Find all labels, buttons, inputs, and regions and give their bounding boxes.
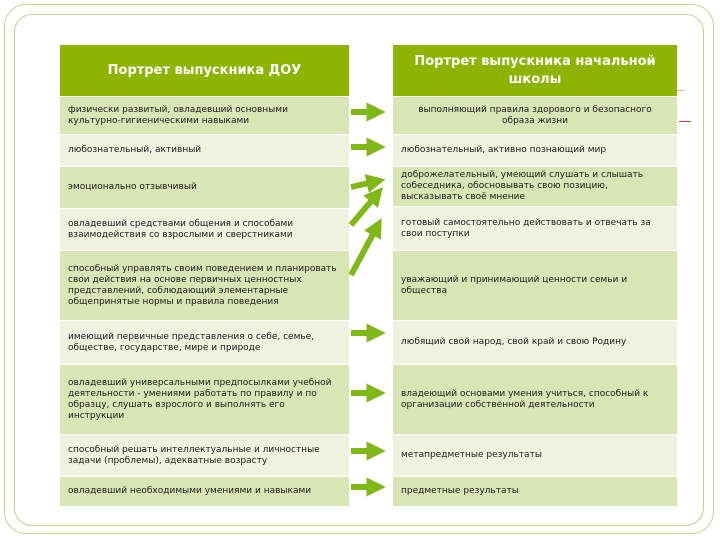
left-row-1: физически развитый, овладевший основными культурно-гигиеническими навыками	[60, 96, 349, 134]
right-row-7: владеющий основами умения учиться, способный к организации собственной деятельности	[393, 364, 677, 434]
right-row-4: готовый самостоятельно действовать и отвечать за свои поступки	[393, 206, 677, 250]
arrow-right-icon	[351, 193, 378, 225]
right-row-1: выполняющий правила здорового и безопасного образа жизни	[393, 96, 677, 134]
left-row-5: способный управлять своим поведением и планировать свои действия на основе первичных ценностных представлений, соблюдающий элементарные общепринятые нормы и правила поведения	[60, 250, 349, 320]
right-row-6: любящий свой народ, свой край и свою Родину	[393, 320, 677, 364]
left-row-7: овладевший универсальными предпосылками учебной деятельности - умениями работать по правилу и по образцу, слушать взрослого и выполнять его инструкции	[60, 364, 349, 434]
right-row-3: доброжелательный, умеющий слушать и слышать собеседника, обосновывать свою позицию, высказывать своё мнение	[393, 166, 677, 206]
arrow-right-icon	[351, 181, 378, 187]
right-row-8: метапредметные результаты	[393, 434, 677, 476]
left-row-6: имеющий первичные представления о себе, семье, обществе, государстве, мире и природе	[60, 320, 349, 364]
right-row-5: уважающий и принимающий ценности семьи и общества	[393, 250, 677, 320]
right-header: Портрет выпускника начальной школы	[393, 44, 677, 96]
left-header: Портрет выпускника ДОУ	[60, 44, 349, 96]
arrow-right-icon	[351, 225, 378, 275]
left-row-4: овладевший средствами общения и способами взаимодействия со взрослыми и сверстниками	[60, 208, 349, 250]
right-row-2: любознательный, активно познающий мир	[393, 134, 677, 166]
left-row-3: эмоционально отзывчивый	[60, 166, 349, 208]
right-row-9: предметные результаты	[393, 476, 677, 506]
left-row-9: овладевший необходимыми умениями и навыками	[60, 476, 349, 506]
left-row-2: любознательный, активный	[60, 134, 349, 166]
left-row-8: способный решать интеллектуальные и личностные задачи (проблемы), адекватные возрасту	[60, 434, 349, 476]
